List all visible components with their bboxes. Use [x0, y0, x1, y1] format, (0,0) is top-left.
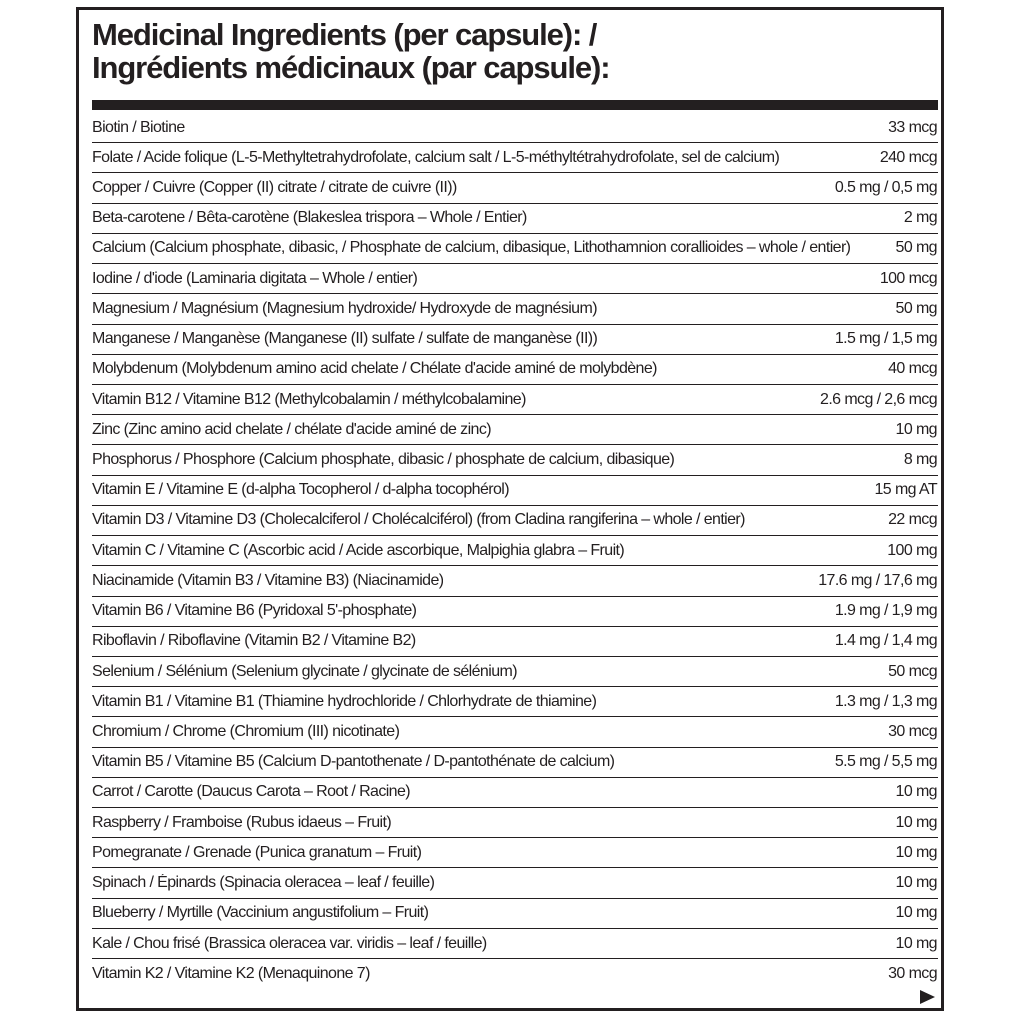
table-row — [92, 294, 938, 324]
ingredient-amount: 2.6 mcg / 2,6 mcg — [820, 390, 937, 408]
table-row — [92, 868, 938, 898]
ingredient-name: Selenium / Sélénium (Selenium glycinate / glycinate de sélénium) — [92, 662, 517, 680]
table-row — [92, 838, 938, 868]
ingredient-amount: 5.5 mg / 5,5 mg — [834, 753, 937, 771]
ingredient-name: Raspberry / Framboise (Rubus idaeus – Fruit) — [92, 813, 392, 831]
ingredient-name: Zinc (Zinc amino acid chelate / chélate d'acide aminé de zinc) — [92, 420, 491, 438]
ingredient-amount: 22 mcg — [888, 511, 937, 529]
ingredient-name: Iodine / d'iode (Laminaria digitata – Whole / entier) — [92, 269, 418, 287]
continue-arrow-icon — [920, 990, 935, 1004]
table-row — [92, 325, 938, 355]
ingredient-amount: 100 mg — [887, 541, 937, 559]
ingredient-name: Spinach / Épinards (Spinacia oleracea – leaf / feuille) — [92, 874, 435, 892]
ingredient-amount: 0.5 mg / 0,5 mg — [834, 179, 937, 197]
table-row — [92, 506, 938, 536]
ingredient-name: Pomegranate / Grenade (Punica granatum – Fruit) — [92, 843, 422, 861]
ingredient-amount: 15 mg AT — [874, 481, 937, 499]
table-row — [92, 536, 938, 566]
ingredient-amount: 10 mg — [895, 904, 937, 922]
ingredient-name: Phosphorus / Phosphore (Calcium phosphate, dibasic / phosphate de calcium, dibasique) — [92, 451, 675, 469]
table-row — [92, 445, 938, 475]
ingredient-amount: 17.6 mg / 17,6 mg — [818, 571, 937, 589]
table-row — [92, 173, 938, 203]
ingredient-name: Folate / Acide folique (L-5-Methyltetrahydrofolate, calcium salt / L-5-méthyltétrahydrofolate, sel de calcium) — [92, 148, 780, 166]
table-row — [92, 717, 938, 747]
ingredient-amount: 10 mg — [895, 874, 937, 892]
ingredient-amount: 8 mg — [903, 451, 937, 469]
ingredient-name: Chromium / Chrome (Chromium (III) nicotinate) — [92, 722, 400, 740]
ingredient-name: Copper / Cuivre (Copper (II) citrate / citrate de cuivre (II)) — [92, 179, 457, 197]
ingredient-name: Vitamin B6 / Vitamine B6 (Pyridoxal 5'-phosphate) — [92, 602, 417, 620]
table-row — [92, 234, 938, 264]
ingredient-amount: 240 mcg — [879, 148, 937, 166]
ingredient-amount: 10 mg — [895, 934, 937, 952]
ingredient-amount: 10 mg — [895, 813, 937, 831]
ingredient-name: Vitamin B5 / Vitamine B5 (Calcium D-pantothenate / D-pantothénate de calcium) — [92, 753, 615, 771]
ingredient-amount: 1.4 mg / 1,4 mg — [834, 632, 937, 650]
table-row — [92, 355, 938, 385]
ingredient-name: Blueberry / Myrtille (Vaccinium angustifolium – Fruit) — [92, 904, 429, 922]
table-row — [92, 657, 938, 687]
ingredient-name: Calcium (Calcium phosphate, dibasic, / Phosphate de calcium, dibasique, Lithothamnion corallioides – whole / entier) — [92, 239, 851, 257]
heading-english: Medicinal Ingredients (per capsule): / — [92, 17, 597, 52]
table-row — [92, 687, 938, 717]
ingredient-amount: 30 mcg — [888, 965, 937, 983]
ingredient-name: Vitamin B1 / Vitamine B1 (Thiamine hydrochloride / Chlorhydrate de thiamine) — [92, 692, 597, 710]
ingredient-name: Beta-carotene / Bêta-carotène (Blakeslea trispora – Whole / Entier) — [92, 209, 527, 227]
table-row — [92, 899, 938, 929]
ingredient-name: Vitamin C / Vitamine C (Ascorbic acid / Acide ascorbique, Malpighia glabra – Fruit) — [92, 541, 625, 559]
table-row — [92, 385, 938, 415]
table-row — [92, 778, 938, 808]
table-row — [92, 808, 938, 838]
ingredient-name: Vitamin B12 / Vitamine B12 (Methylcobalamin / méthylcobalamine) — [92, 390, 526, 408]
ingredient-name: Niacinamide (Vitamin B3 / Vitamine B3) (Niacinamide) — [92, 571, 444, 589]
table-row — [92, 204, 938, 234]
ingredient-amount: 50 mg — [895, 239, 937, 257]
table-row — [92, 929, 938, 959]
ingredient-amount: 10 mg — [895, 783, 937, 801]
ingredient-amount: 1.3 mg / 1,3 mg — [834, 692, 937, 710]
heading-french: Ingrédients médicinaux (par capsule): — [92, 50, 610, 85]
ingredient-amount: 100 mcg — [879, 269, 937, 287]
table-row — [92, 415, 938, 445]
heading-divider — [92, 100, 938, 110]
ingredient-name: Vitamin K2 / Vitamine K2 (Menaquinone 7) — [92, 965, 370, 983]
table-row — [92, 113, 938, 143]
ingredient-amount: 40 mcg — [888, 360, 937, 378]
ingredient-amount: 50 mcg — [888, 662, 937, 680]
ingredients-table — [92, 113, 938, 989]
ingredient-name: Molybdenum (Molybdenum amino acid chelate / Chélate d'acide aminé de molybdène) — [92, 360, 657, 378]
table-row — [92, 959, 938, 989]
ingredient-amount: 2 mg — [903, 209, 937, 227]
ingredient-amount: 30 mcg — [888, 722, 937, 740]
table-row — [92, 143, 938, 173]
table-row — [92, 627, 938, 657]
ingredient-name: Biotin / Biotine — [92, 118, 185, 136]
ingredient-name: Vitamin D3 / Vitamine D3 (Cholecalciferol / Cholécalciférol) (from Cladina rangiferina – whole / entier) — [92, 511, 745, 529]
ingredient-name: Riboflavin / Riboflavine (Vitamin B2 / Vitamine B2) — [92, 632, 416, 650]
ingredient-name: Kale / Chou frisé (Brassica oleracea var. viridis – leaf / feuille) — [92, 934, 487, 952]
ingredient-name: Carrot / Carotte (Daucus Carota – Root / Racine) — [92, 783, 411, 801]
table-row — [92, 597, 938, 627]
table-row — [92, 566, 938, 596]
ingredient-name: Manganese / Manganèse (Manganese (II) sulfate / sulfate de manganèse (II)) — [92, 330, 598, 348]
table-row — [92, 476, 938, 506]
ingredient-amount: 1.5 mg / 1,5 mg — [834, 330, 937, 348]
ingredient-amount: 50 mg — [895, 299, 937, 317]
ingredients-heading — [92, 18, 938, 84]
ingredient-amount: 10 mg — [895, 420, 937, 438]
ingredient-amount: 1.9 mg / 1,9 mg — [834, 602, 937, 620]
ingredient-amount: 33 mcg — [888, 118, 937, 136]
ingredient-amount: 10 mg — [895, 843, 937, 861]
ingredient-name: Vitamin E / Vitamine E (d-alpha Tocopherol / d-alpha tocophérol) — [92, 481, 509, 499]
table-row — [92, 264, 938, 294]
table-row — [92, 748, 938, 778]
ingredient-name: Magnesium / Magnésium (Magnesium hydroxide/ Hydroxyde de magnésium) — [92, 299, 597, 317]
